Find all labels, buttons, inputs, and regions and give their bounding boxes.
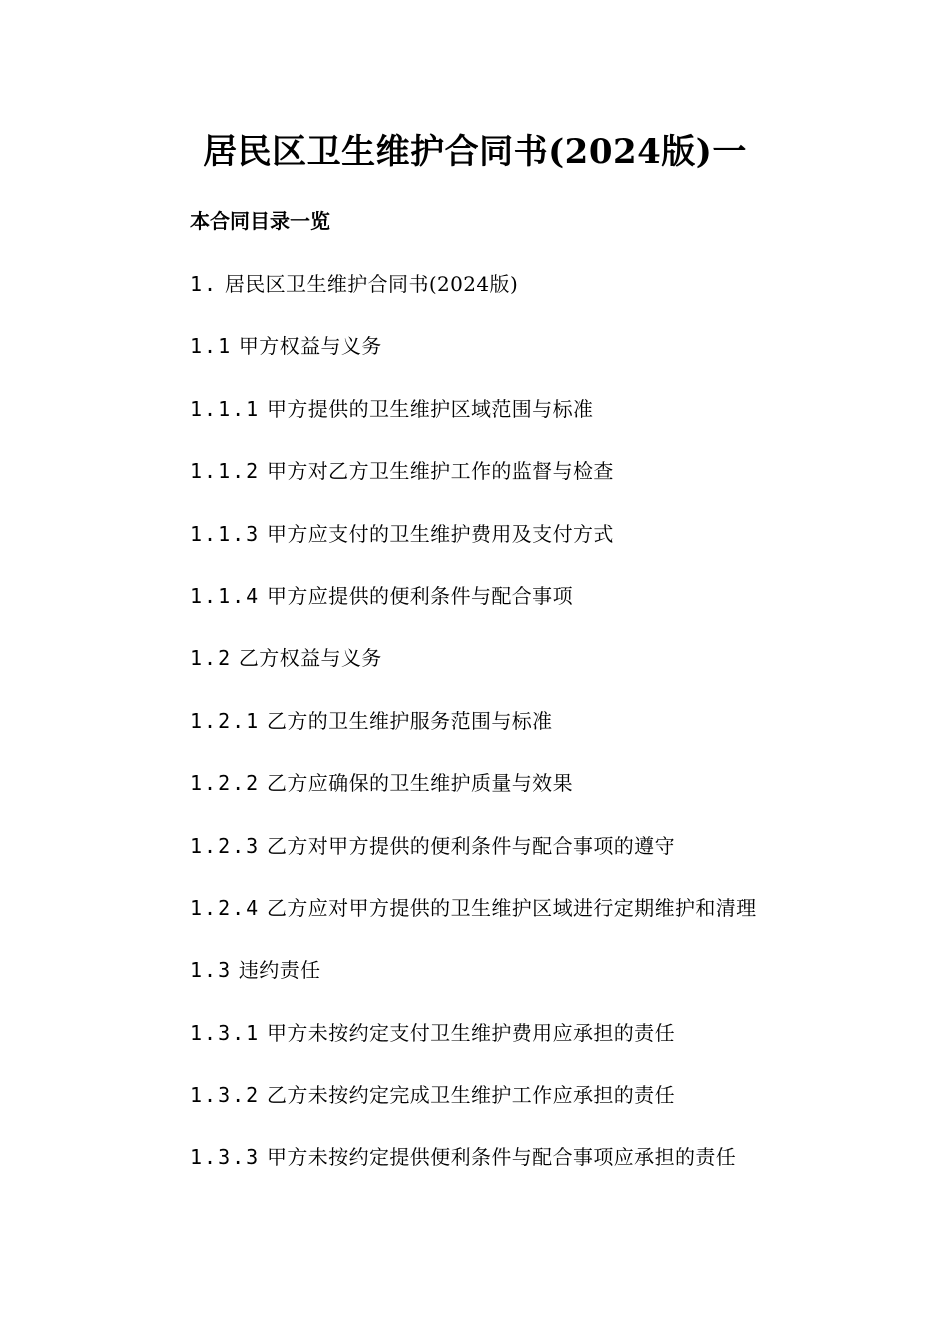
toc-item-number: 1.2.1: [190, 708, 261, 733]
toc-item-number: 1.1: [190, 334, 233, 359]
document-title: 居民区卫生维护合同书(2024版)一: [203, 132, 747, 172]
toc-item-number: 1.1.4: [190, 583, 261, 608]
toc-item-text: 甲方权益与义务: [238, 334, 382, 359]
toc-list: [190, 268, 757, 1204]
toc-item-text: 乙方未按约定完成卫生维护工作应承担的责任: [266, 1083, 675, 1108]
toc-item-number: 1.3: [190, 958, 233, 983]
toc-item: [190, 830, 757, 892]
toc-item-number: 1.1.2: [190, 459, 261, 484]
toc-item-number: 1.3.1: [190, 1020, 261, 1045]
toc-item-text: 甲方应支付的卫生维护费用及支付方式: [266, 521, 614, 546]
toc-item: [190, 892, 757, 954]
toc-item-number: 1.2: [190, 646, 233, 671]
toc-item-text: 甲方提供的卫生维护区域范围与标准: [266, 396, 594, 421]
toc-item: [190, 330, 757, 392]
toc-item: [190, 518, 757, 580]
toc-item: [190, 1141, 757, 1203]
toc-item-number: 1.: [190, 272, 219, 296]
toc-item: [190, 580, 757, 642]
toc-item-number: 1.1.3: [190, 521, 261, 546]
toc-item: [190, 393, 757, 455]
toc-item: [190, 268, 757, 330]
toc-heading: 本合同目录一览: [190, 209, 330, 233]
toc-item-text: 居民区卫生维护合同书(2024版): [224, 272, 519, 296]
toc-item-text: 乙方的卫生维护服务范围与标准: [266, 708, 553, 733]
toc-item-text: 乙方应对甲方提供的卫生维护区域进行定期维护和清理: [266, 895, 757, 920]
toc-item-number: 1.2.4: [190, 895, 261, 920]
toc-item: [190, 705, 757, 767]
toc-item-number: 1.3.3: [190, 1145, 261, 1170]
toc-item-text: 甲方对乙方卫生维护工作的监督与检查: [266, 459, 614, 484]
toc-item-number: 1.3.2: [190, 1083, 261, 1108]
toc-item: [190, 1079, 757, 1141]
toc-item-text: 乙方对甲方提供的便利条件与配合事项的遵守: [266, 833, 675, 858]
toc-item-text: 甲方应提供的便利条件与配合事项: [266, 583, 573, 608]
toc-item-text: 乙方应确保的卫生维护质量与效果: [266, 771, 573, 796]
toc-item: [190, 767, 757, 829]
toc-item-number: 1.2.3: [190, 833, 261, 858]
toc-item: [190, 455, 757, 517]
toc-item: [190, 1017, 757, 1079]
toc-item-text: 甲方未按约定支付卫生维护费用应承担的责任: [266, 1020, 675, 1045]
toc-item-text: 违约责任: [238, 958, 321, 983]
toc-item-number: 1.1.1: [190, 396, 261, 421]
toc-item: [190, 954, 757, 1016]
toc-item-text: 甲方未按约定提供便利条件与配合事项应承担的责任: [266, 1145, 737, 1170]
toc-item-number: 1.2.2: [190, 771, 261, 796]
toc-item: [190, 642, 757, 704]
toc-item-text: 乙方权益与义务: [238, 646, 382, 671]
